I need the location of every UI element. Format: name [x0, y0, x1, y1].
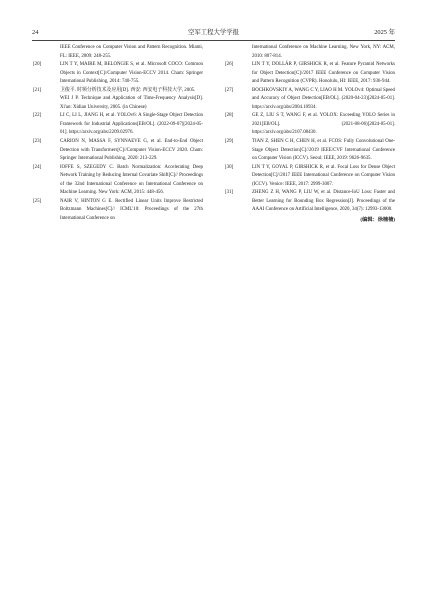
- reference-text: LI C, LI L, JIANG H, et al. YOLOv6: A Single-Stage Object Detection Framework for Industrial Applications[EB/OL]. (2022-09-07)[2024-05-01]. https://arxiv.org/abs/2209.02976.: [60, 113, 203, 136]
- reference-number: [29]: [225, 139, 234, 145]
- reference-item: [33, 138, 203, 164]
- journal-title: 空军工程大学学报: [187, 29, 240, 36]
- reference-column-left: [33, 44, 203, 223]
- reference-text: 卫俊平. 时频分析技术及应用[D]. 西安: 西安电子科技大学, 2005.: [60, 87, 196, 93]
- reference-item: [33, 61, 203, 87]
- reference-item: [225, 112, 395, 138]
- reference-number: [24]: [33, 164, 42, 170]
- reference-number: [20]: [33, 62, 42, 68]
- reference-text: IEEE Conference on Computer Vision and Pattern Recognition. Miami, FL: IEEE, 2009: 248-255.: [60, 45, 203, 59]
- page-header: [32, 27, 395, 41]
- reference-column-right: [225, 44, 395, 225]
- reference-item: [33, 164, 203, 198]
- editor-credit: (编辑：徐楠楠): [360, 216, 395, 223]
- reference-number: [27]: [225, 87, 234, 93]
- reference-text: NAIR V, HINTON G E. Rectified Linear Units Improve Restricted Boltzmann Machines[C]// ICML'10: Proceedings of the 27th International Conference on: [60, 198, 203, 221]
- reference-item: [33, 198, 203, 224]
- reference-text: LIN T Y, DOLLÁR P, GIRSHICK R, et al. Feature Pyramid Networks for Object Detection[C]//2017 IEEE Conference on Computer Vision and Pattern Recognition (CVPR). Honolulu, HI: IEEE, 2017: 936-944.: [252, 62, 395, 85]
- reference-text: CARION N, MASSA F, SYNNAEVE G, et al. End-to-End Object Detection with Transformers[C]//Computer Vision-ECCV 2020. Cham: Springer International Publishing, 2020: 213-229.: [60, 139, 203, 162]
- reference-text: International Conference on Machine Learning. New York, NY: ACM, 2010: 807-814.: [252, 45, 395, 59]
- page-number: 24: [32, 29, 39, 36]
- publication-year: 2025 年: [374, 29, 395, 36]
- reference-item: [225, 138, 395, 164]
- reference-text: WEI J P. Technique and Application of Time-Frequency Analysis[D]. Xi'an: Xidian University, 2005. (in Chinese): [60, 96, 203, 110]
- reference-text: ZHENG Z H, WANG P, LIU W, et al. Distance-IoU Loss: Faster and Better Learning for Bounding Box Regression[J]. Proceedings of the AAAI Conference on Artificial Intelligence, 2020, 34(7): 12993-13000.: [252, 190, 395, 213]
- reference-number: [26]: [225, 62, 234, 68]
- reference-number: [25]: [33, 198, 42, 204]
- reference-item: [33, 44, 203, 61]
- reference-number: [28]: [225, 113, 234, 119]
- reference-item: [33, 87, 203, 96]
- reference-item: [33, 95, 203, 112]
- reference-item: [225, 61, 395, 87]
- reference-text: BOCHKOVSKIY A, WANG C Y, LIAO H M. YOLOv4: Optimal Speed and Accuracy of Object Detection[EB/OL]. (2020-04-23)[2024-05-01]. https://arxiv.org/abs/2004.10934.: [252, 87, 395, 110]
- reference-item: [33, 112, 203, 138]
- reference-text: TIAN Z, SHEN C H, CHEN H, et al. FCOS: Fully Convolutional One-Stage Object Detection[C]//2019 IEEE/CVF International Conference on Computer Vision (ICCV). Seoul: IEEE, 2019: 9626-9635.: [252, 139, 395, 162]
- reference-item: [225, 87, 395, 113]
- reference-item: [225, 189, 395, 215]
- reference-item: [225, 164, 395, 190]
- reference-text: GE Z, LIU S T, WANG F, et al. YOLOX: Exceeding YOLO Series in 2021[EB/OL]. (2021-08-06)[2024-05-01]. https://arxiv.org/abs/2107.08430.: [252, 113, 395, 136]
- reference-text: LIN T Y, MAIRE M, BELONGIE S, et al. Microsoft COCO: Common Objects in Context[C]//Computer Vision-ECCV 2014. Cham: Springer International Publishing, 2014: 740-755.: [60, 62, 203, 85]
- reference-number: [23]: [33, 139, 42, 145]
- reference-number: [22]: [33, 113, 42, 119]
- reference-number: [30]: [225, 164, 234, 170]
- reference-text: LIN T Y, GOYAL P, GIRSHICK R, et al. Focal Loss for Dense Object Detection[C]//2017 IEEE International Conference on Computer Vision (ICCV). Venice: IEEE, 2017: 2999-3007.: [252, 164, 395, 187]
- reference-number: [21]: [33, 87, 42, 93]
- reference-text: IOFFE S, SZEGEDY C. Batch Normalization: Accelerating Deep Network Training by Reducing Internal Covariate Shift[C]// Proceedings of the 32nd International Conference on International Conference on Machine Learning. New York: ACM, 2015: 448-456.: [60, 164, 203, 196]
- reference-item: [225, 44, 395, 61]
- reference-number: [31]: [225, 190, 234, 196]
